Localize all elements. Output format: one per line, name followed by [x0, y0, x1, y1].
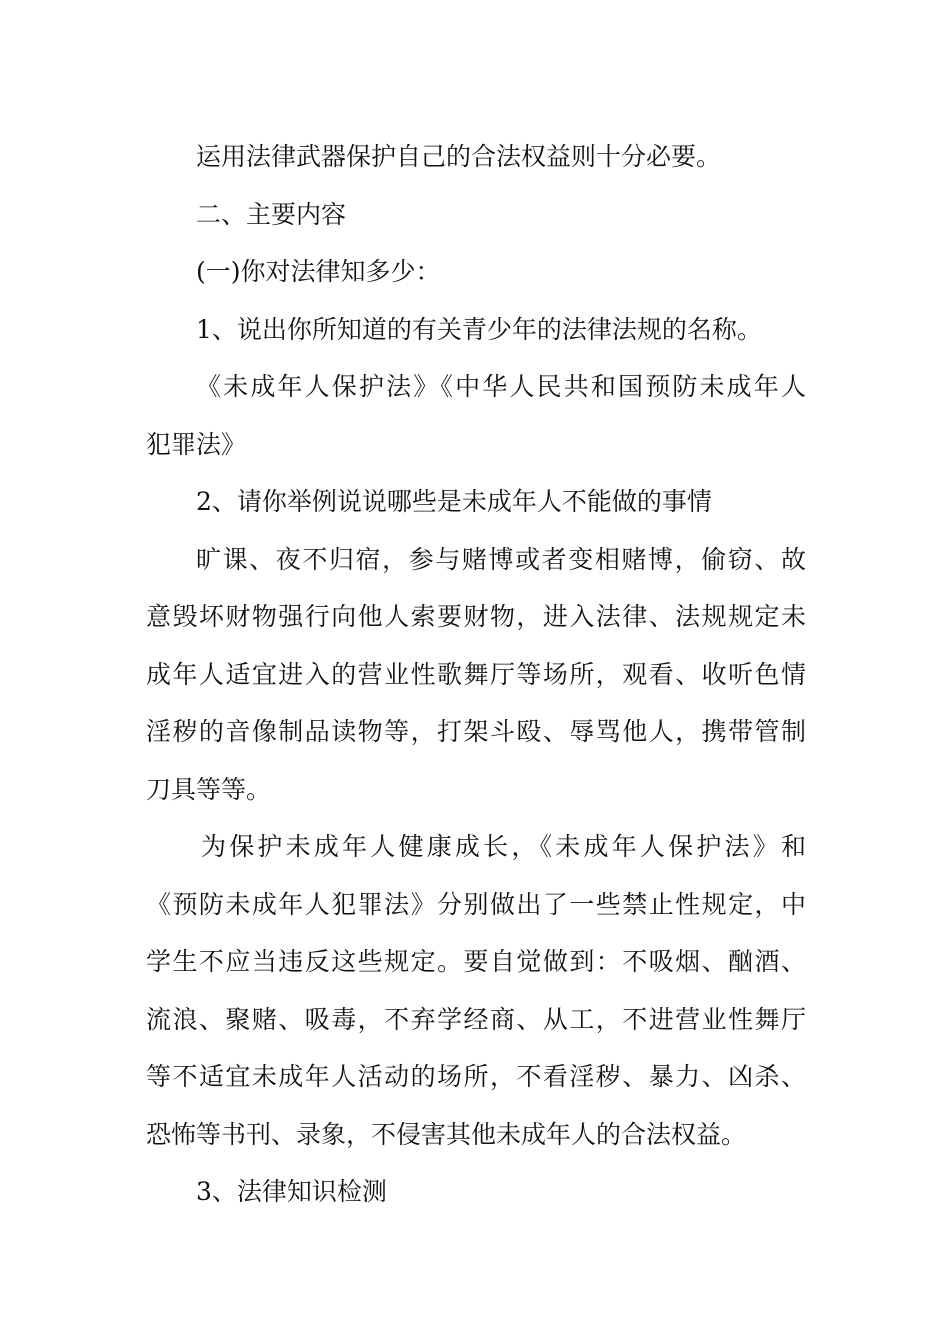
text-line: 犯罪法》	[146, 429, 247, 459]
text-line: 恐怖等书刊、录象，不侵害其他未成年人的合法权益。	[146, 1119, 747, 1149]
text-line: 《未成年人保护法》《中华人民共和国预防未成年人	[196, 372, 806, 401]
question-2: 2、请你举例说说哪些是未成年人不能做的事情	[196, 487, 712, 516]
text-line: 等不适宜未成年人活动的场所，不看淫秽、暴力、凶杀、	[146, 1062, 806, 1091]
text-line: 淫秽的音像制品读物等，打架斗殴、辱骂他人，携带管制	[146, 717, 806, 746]
text-line: 旷课、夜不归宿，参与赌博或者变相赌博，偷窃、故	[196, 544, 806, 574]
text-line: 《预防未成年人犯罪法》分别做出了一些禁止性规定，中	[146, 889, 806, 919]
question-3: 3、法律知识检测	[196, 1177, 387, 1206]
section-heading: 二、主要内容	[196, 199, 347, 229]
text-line: 流浪、聚赌、吸毒，不弃学经商、从工，不进营业性舞厅	[146, 1004, 806, 1034]
text-line: 成年人适宜进入的营业性歌舞厅等场所，观看、收听色情	[146, 659, 806, 689]
text-line: 刀具等等。	[146, 774, 272, 804]
text-line: 学生不应当违反这些规定。要自觉做到：不吸烟、酗酒、	[146, 947, 806, 976]
text-line: 意毁坏财物强行向他人索要财物，进入法律、法规规定未	[146, 602, 806, 631]
subsection-heading: (一)你对法律知多少：	[196, 257, 441, 286]
text-line: 运用法律武器保护自己的合法权益则十分必要。	[196, 142, 722, 171]
document-body	[146, 128, 806, 1221]
question-1: 1、说出你所知道的有关青少年的法律法规的名称。	[196, 314, 762, 344]
text-line: 为保护未成年人健康成长，《未成年人保护法》和	[201, 832, 806, 861]
